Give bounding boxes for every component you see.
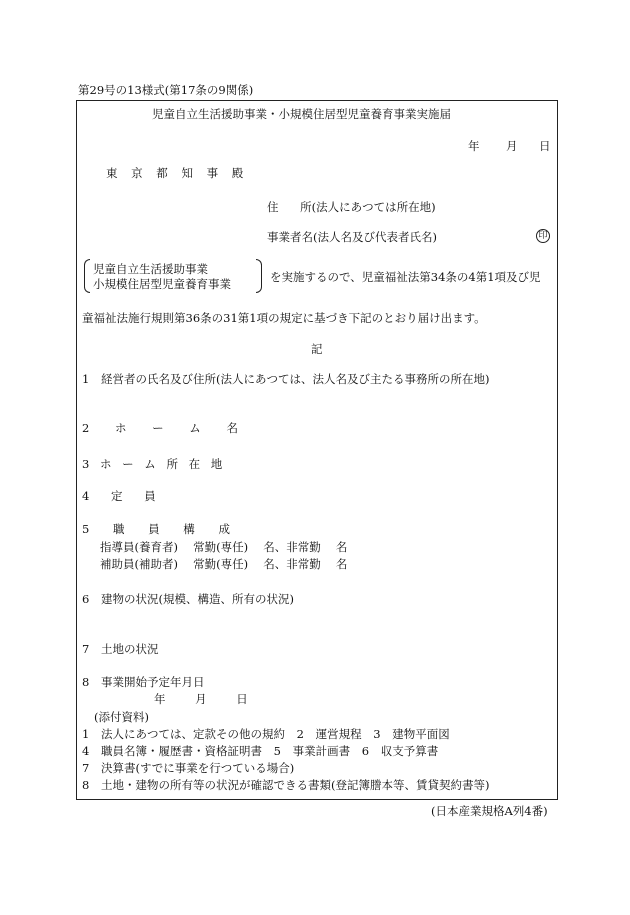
attachments-line-1: 1 法人にあつては、定款その他の規約 2 運営規程 3 建物平面図 bbox=[82, 727, 450, 741]
item-4-capacity bbox=[82, 489, 156, 503]
date-day-label: 日 bbox=[539, 139, 551, 153]
item-8-start-date: 8 事業開始予定年月日 bbox=[82, 675, 205, 689]
date-year-label: 年 bbox=[468, 139, 480, 153]
attachments-heading: (添付資料) bbox=[94, 710, 149, 724]
ki-label: 記 bbox=[311, 342, 323, 356]
item-7-land: 7 土地の状況 bbox=[82, 642, 159, 656]
attachments-line-3: 7 決算書(すでに事業を行つている場合) bbox=[82, 761, 295, 775]
item-6-building: 6 建物の状況(規模、構造、所有の状況) bbox=[82, 592, 294, 606]
addressee: 東 京 都 知 事 殿 bbox=[106, 166, 244, 180]
item-2-home-name: 2 ホ ー ム 名 bbox=[82, 421, 238, 435]
date-month-label: 月 bbox=[506, 139, 518, 153]
business-type-2: 小規模住居型児童養育事業 bbox=[93, 277, 231, 291]
form-title: 児童自立生活援助事業・小規模住居型児童養育事業実施届 bbox=[152, 107, 451, 121]
body-text-1: を実施するので、児童福祉法第34条の4第1項及び児 bbox=[270, 270, 541, 284]
attachments-line-2: 4 職員名簿・履歴書・資格証明書 5 事業計画書 6 収支予算書 bbox=[82, 744, 439, 758]
address-label: 住 所(法人にあつては所在地) bbox=[267, 200, 436, 214]
seal-icon: 印 bbox=[536, 229, 550, 243]
item-8-date-fields: 年 月 日 bbox=[154, 692, 248, 706]
form-number: 第29号の13様式(第17条の9関係) bbox=[78, 83, 254, 97]
staff-row-assistant: 補助員(補助者) 常勤(専任) 名、非常勤 名 bbox=[100, 557, 348, 571]
business-owner-name-label: 事業者名(法人名及び代表者氏名) bbox=[267, 230, 437, 244]
business-type-1: 児童自立生活援助事業 bbox=[93, 262, 208, 276]
paper-size-note: (日本産業規格A列4番) bbox=[431, 804, 548, 818]
right-bracket bbox=[256, 259, 262, 293]
attachments-line-4: 8 土地・建物の所有等の状況が確認できる書類(登記簿謄本等、賃貸契約書等) bbox=[82, 778, 490, 792]
body-text-2: 童福祉法施行規則第36条の31第1項の規定に基づき下記のとおり届け出ます。 bbox=[82, 311, 486, 325]
item-5-staff: 5 職 員 構 成 bbox=[82, 522, 230, 536]
item-1-operator: 1 経営者の氏名及び住所(法人にあつては、法人名及び主たる事務所の所在地) bbox=[82, 372, 490, 386]
left-bracket bbox=[84, 259, 90, 293]
item-3-home-location: 3 ホ ー ム 所 在 地 bbox=[82, 457, 223, 471]
item-4-label: 4 定 員 bbox=[82, 489, 156, 503]
staff-row-instructor: 指導員(養育者) 常勤(専任) 名、非常勤 名 bbox=[100, 540, 348, 554]
